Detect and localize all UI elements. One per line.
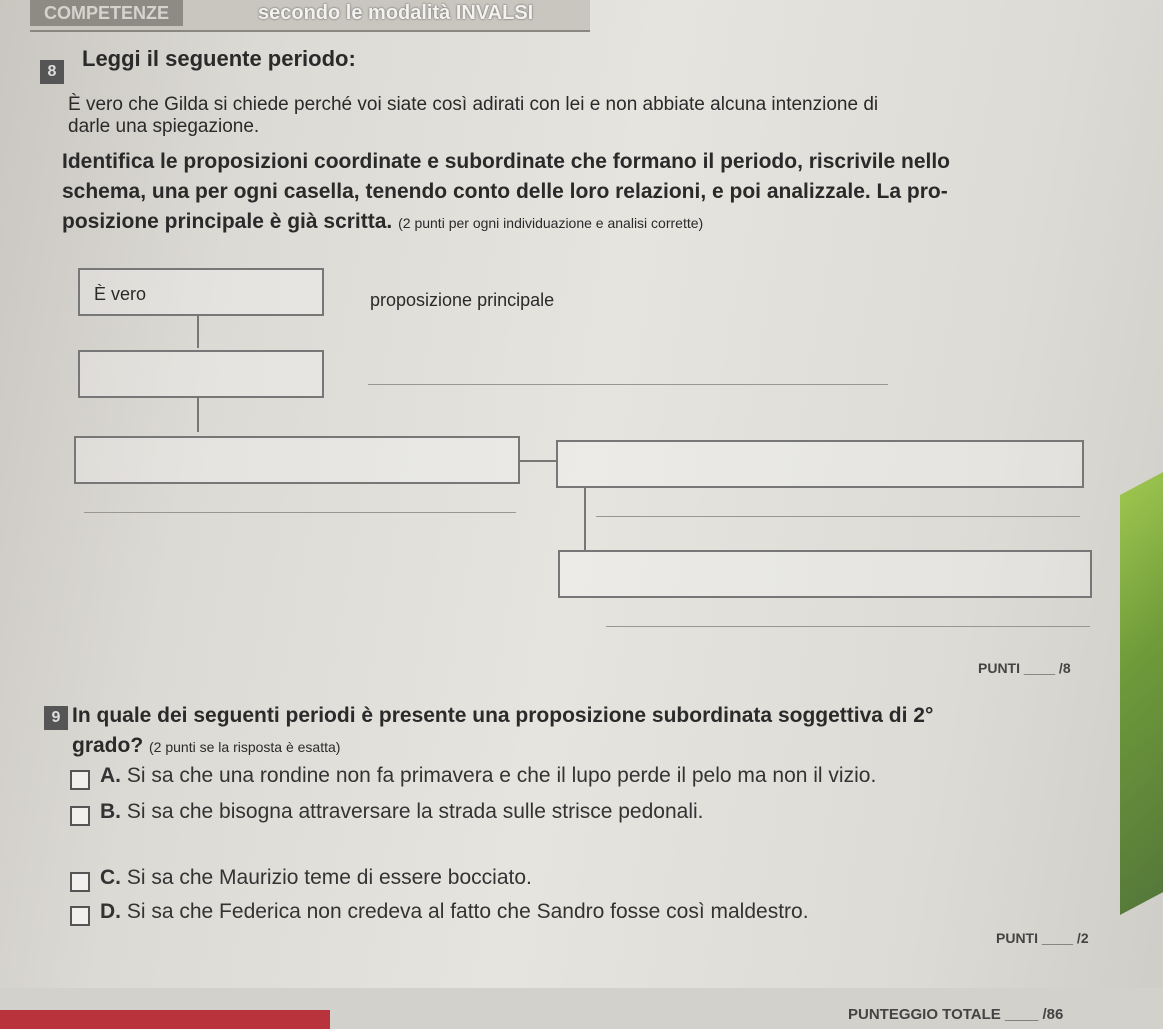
option-d-checkbox[interactable] [70,906,90,926]
schema-connector [584,486,586,550]
clause-box-2[interactable] [78,350,324,398]
analysis-line-3[interactable] [84,512,516,513]
question-number-8: 8 [40,60,64,84]
footer-red-bar [0,1010,330,1029]
analysis-line-2[interactable] [368,384,888,385]
q8-points: PUNTI ____ /8 [978,660,1071,676]
option-b-text: Si sa che bisogna attraversare la strada sulle strisce pedonali. [126,800,704,823]
question-number-9: 9 [44,706,68,730]
schema-connector [197,314,199,348]
option-d-text: Si sa che Federica non credeva al fatto che Sandro fosse così maldestro. [126,900,809,923]
total-score: PUNTEGGIO TOTALE ____ /86 [848,1006,1064,1023]
q8-instructions-line1: Identifica le proposizioni coordinate e subordinate che formano il periodo, riscrivile nello [62,150,950,173]
option-c-checkbox[interactable] [70,872,90,892]
q9-question-bold: grado? [72,734,144,757]
q8-instructions-bold: posizione principale è già scritta. [62,210,393,233]
option-c[interactable] [100,866,532,890]
main-clause-label: proposizione principale [370,290,555,310]
q8-instructions-line3 [62,210,703,234]
q8-sentence-line1: È vero che Gilda si chiede perché voi siate così adirati con lei e non abbiate alcuna intenzione di [68,94,879,115]
banner-tag: COMPETENZE [30,0,183,26]
option-a-text: Si sa che una rondine non fa primavera e che il lupo perde il pelo ma non il vizio. [126,764,877,787]
main-clause-box [78,268,324,316]
clause-box-4[interactable] [556,440,1084,488]
option-b-letter: B. [100,800,121,823]
section-banner [30,0,590,32]
main-clause-text: È vero [94,284,147,304]
option-a[interactable] [100,764,876,788]
analysis-line-4[interactable] [596,516,1080,517]
clause-box-3[interactable] [74,436,520,484]
schema-connector [518,460,556,462]
banner-title: secondo le modalità INVALSI [258,2,534,24]
analysis-line-5[interactable] [606,626,1090,627]
q9-question-note: (2 punti se la risposta è esatta) [149,739,341,755]
q8-sentence-line2: darle una spiegazione. [68,116,260,137]
option-d[interactable] [100,900,809,924]
option-b[interactable] [100,800,703,824]
page-edge-decoration [1120,463,1163,915]
option-d-letter: D. [100,900,121,923]
option-c-letter: C. [100,866,121,889]
q8-instructions-line2: schema, una per ogni casella, tenendo conto delle loro relazioni, e poi analizzale. La pro- [62,180,948,203]
option-a-checkbox[interactable] [70,770,90,790]
option-c-text: Si sa che Maurizio teme di essere bocciato. [126,866,532,889]
q8-instructions-note: (2 punti per ogni individuazione e analisi corrette) [398,215,704,231]
q9-question-line1: In quale dei seguenti periodi è presente una proposizione subordinata soggettiva di 2° [72,704,934,727]
q9-question-line2 [72,734,340,758]
option-a-letter: A. [100,764,121,787]
schema-connector [197,396,199,432]
option-b-checkbox[interactable] [70,806,90,826]
clause-box-5[interactable] [558,550,1092,598]
q9-points: PUNTI ____ /2 [996,930,1089,946]
q8-prompt: Leggi il seguente periodo: [82,46,356,71]
